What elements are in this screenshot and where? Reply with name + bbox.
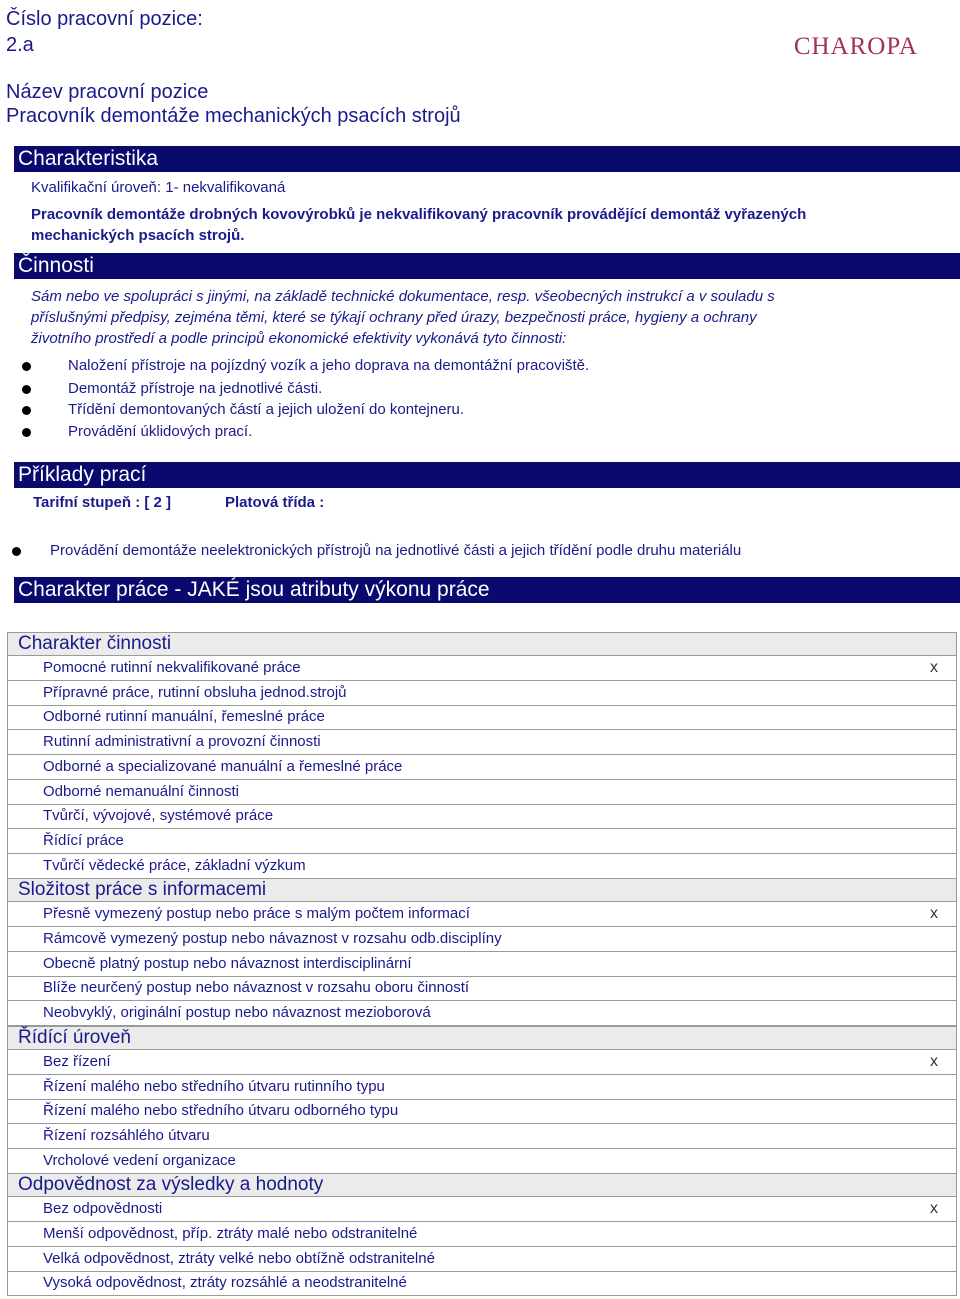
platova-trida: Platová třída :	[225, 494, 325, 511]
position-number: 2.a	[6, 34, 34, 56]
table-row	[7, 804, 957, 829]
table-row-label: Rutinní administrativní a provozní činnosti	[43, 733, 321, 750]
table-row-mark: x	[930, 1053, 938, 1070]
table-row-label: Řízení malého nebo středního útvaru odborného typu	[43, 1102, 399, 1119]
table-row-mark: x	[930, 659, 938, 676]
table-row	[7, 1124, 957, 1149]
table-row-label: Neobvyklý, originální postup nebo návaznost mezioborová	[43, 1004, 431, 1021]
table-group-header: Odpovědnost za výsledky a hodnoty	[7, 1173, 957, 1197]
description-line-2: mechanických psacích strojů.	[31, 227, 245, 244]
table-row-label: Blíže neurčený postup nebo návaznost v rozsahu oboru činností	[43, 979, 470, 996]
table-row	[7, 1001, 957, 1026]
table-row-label: Přesně vymezený postup nebo práce s malým počtem informací	[43, 905, 470, 922]
table-row-mark: x	[930, 905, 938, 922]
table-row	[7, 1099, 957, 1124]
table-row-label: Řídící práce	[43, 832, 124, 849]
table-row-label: Řízení malého nebo středního útvaru rutinního typu	[43, 1078, 385, 1095]
table-row	[7, 952, 957, 977]
table-row-label: Velká odpovědnost, ztráty velké nebo obtížně odstranitelné	[43, 1250, 435, 1267]
table-row-label: Přípravné práce, rutinní obsluha jednod.strojů	[43, 684, 347, 701]
bullet-icon	[22, 362, 31, 371]
table-row	[7, 854, 957, 879]
table-row	[7, 927, 957, 952]
section-bar-cinnosti: Činnosti	[14, 253, 960, 279]
bullet-icon	[22, 385, 31, 394]
table-row-label: Rámcově vymezený postup nebo návaznost v rozsahu odb.disciplíny	[43, 930, 502, 947]
table-row	[7, 1050, 957, 1075]
table-row-mark: x	[930, 1200, 938, 1217]
qualification-level: Kvalifikační úroveň: 1- nekvalifikovaná	[31, 179, 286, 196]
table-row	[7, 1222, 957, 1247]
position-number-label: Číslo pracovní pozice:	[6, 8, 203, 30]
table-row-label: Menší odpovědnost, příp. ztráty malé nebo odstranitelné	[43, 1225, 418, 1242]
table-row-label: Bez řízení	[43, 1053, 111, 1070]
table-row-label: Tvůrčí, vývojové, systémové práce	[43, 807, 274, 824]
table-row	[7, 1149, 957, 1174]
table-row	[7, 681, 957, 706]
table-row	[7, 1075, 957, 1100]
table-row	[7, 976, 957, 1001]
description-line-1: Pracovník demontáže drobných kovovýrobků je nekvalifikovaný pracovník provádějící demontáž vyřazených	[31, 206, 807, 223]
table-row	[7, 730, 957, 755]
table-row-label: Bez odpovědnosti	[43, 1200, 163, 1217]
bullet-icon	[22, 406, 31, 415]
table-row-label: Obecně platný postup nebo návaznost interdisciplinární	[43, 955, 412, 972]
cinnosti-intro-line-1: Sám nebo ve spolupráci s jinými, na základě technické dokumentace, resp. všeobecných instrukcí a v souladu s	[31, 288, 775, 305]
bullet-icon	[12, 547, 21, 556]
table-row-label: Odborné rutinní manuální, řemeslné práce	[43, 708, 325, 725]
table-row	[7, 656, 957, 681]
table-row-label: Odborné nemanuální činnosti	[43, 783, 239, 800]
table-row	[7, 902, 957, 927]
table-row-label: Vysoká odpovědnost, ztráty rozsáhlé a neodstranitelné	[43, 1274, 407, 1291]
table-group-header: Charakter činnosti	[7, 632, 957, 656]
cinnosti-intro-line-3: životního prostředí a podle principů ekonomické efektivity vykonává tyto činnosti:	[31, 330, 567, 347]
bullet-icon	[22, 428, 31, 437]
table-row-label: Pomocné rutinní nekvalifikované práce	[43, 659, 301, 676]
section-bar-charakteristika: Charakteristika	[14, 146, 960, 172]
table-group-header: Řídící úroveň	[7, 1026, 957, 1050]
brand-logo: CHAROPA	[793, 33, 918, 60]
table-row	[7, 1247, 957, 1272]
cinnosti-intro-line-2: příslušnými předpisy, zejména těmi, které se týkají ochrany před úrazy, bezpečnosti práce, hygieny a ochrany	[31, 309, 757, 326]
tarif-stupen: Tarifní stupeň : [ 2 ]	[33, 494, 172, 511]
table-row-label: Vrcholové vedení organizace	[43, 1152, 236, 1169]
table-row	[7, 755, 957, 780]
table-row-label: Odborné a specializované manuální a řemeslné práce	[43, 758, 403, 775]
table-row	[7, 705, 957, 730]
table-group-header: Složitost práce s informacemi	[7, 878, 957, 902]
table-row-label: Tvůrčí vědecké práce, základní výzkum	[43, 857, 306, 874]
table-row-label: Řízení rozsáhlého útvaru	[43, 1127, 210, 1144]
position-name-label: Název pracovní pozice	[6, 81, 209, 103]
table-row	[7, 780, 957, 805]
position-name: Pracovník demontáže mechanických psacích strojů	[6, 105, 461, 127]
table-row	[7, 829, 957, 854]
section-bar-charakter-prace: Charakter práce - JAKÉ jsou atributy výkonu práce	[14, 577, 960, 603]
table-row	[7, 1197, 957, 1222]
section-bar-priklady: Příklady prací	[14, 462, 960, 488]
table-row	[7, 1271, 957, 1296]
